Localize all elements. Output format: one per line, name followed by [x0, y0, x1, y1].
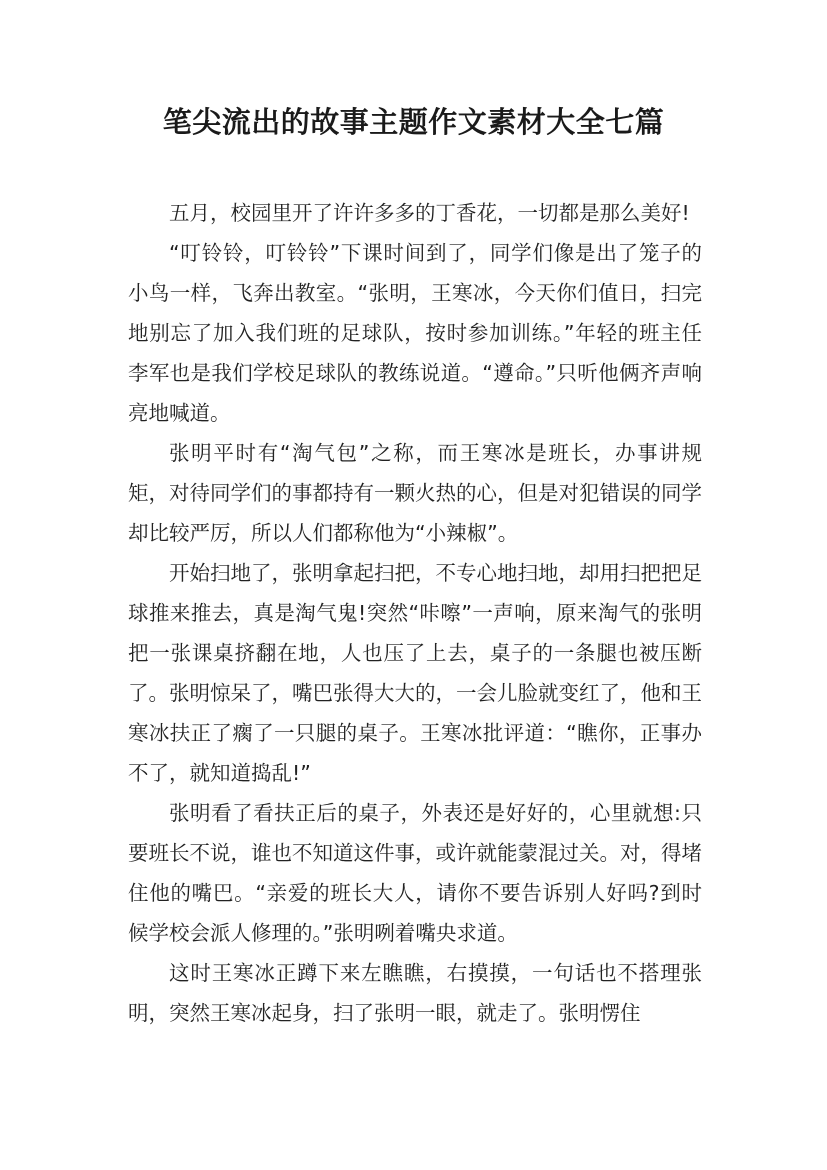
document-title: 笔尖流出的故事主题作文素材大全七篇: [162, 105, 665, 139]
paragraph: 张明看了看扶正后的桌子，外表还是好好的，心里就想:只要班长不说，谁也不知道这件事，或许就能蒙混过关。对，得堵住他的嘴巴。“亲爱的班长大人，请你不要告诉别人好吗?到时候学校会派人修理的。”张明咧着嘴央求道。: [128, 801, 702, 945]
paragraph: 开始扫地了，张明拿起扫把，不专心地扫地，却用扫把把足球推来推去，真是淘气鬼!突然“咔嚓”一声响，原来淘气的张明把一张课桌挤翻在地，人也压了上去，桌子的一条腿也被压断了。张明惊呆了，嘴巴张得大大的，一会儿脸就变红了，他和王寒冰扶正了瘸了一只腿的桌子。王寒冰批评道：“瞧你，正事办不了，就知道捣乱!”: [128, 561, 702, 785]
document-body: [128, 193, 702, 1033]
paragraph: 这时王寒冰正蹲下来左瞧瞧，右摸摸，一句话也不搭理张明，突然王寒冰起身，扫了张明一眼，就走了。张明愣住: [128, 961, 702, 1025]
paragraph: “叮铃铃，叮铃铃”下课时间到了，同学们像是出了笼子的小鸟一样，飞奔出教室。“张明，王寒冰，今天你们值日，扫完地别忘了加入我们班的足球队，按时参加训练。”年轻的班主任李军也是我们学校足球队的教练说道。“遵命。”只听他俩齐声响亮地喊道。: [128, 241, 702, 425]
paragraph: 五月，校园里开了许许多多的丁香花，一切都是那么美好!: [169, 201, 690, 225]
paragraph: 张明平时有“淘气包”之称，而王寒冰是班长，办事讲规矩，对待同学们的事都持有一颗火热的心，但是对犯错误的同学却比较严厉，所以人们都称他为“小辣椒”。: [128, 441, 702, 545]
